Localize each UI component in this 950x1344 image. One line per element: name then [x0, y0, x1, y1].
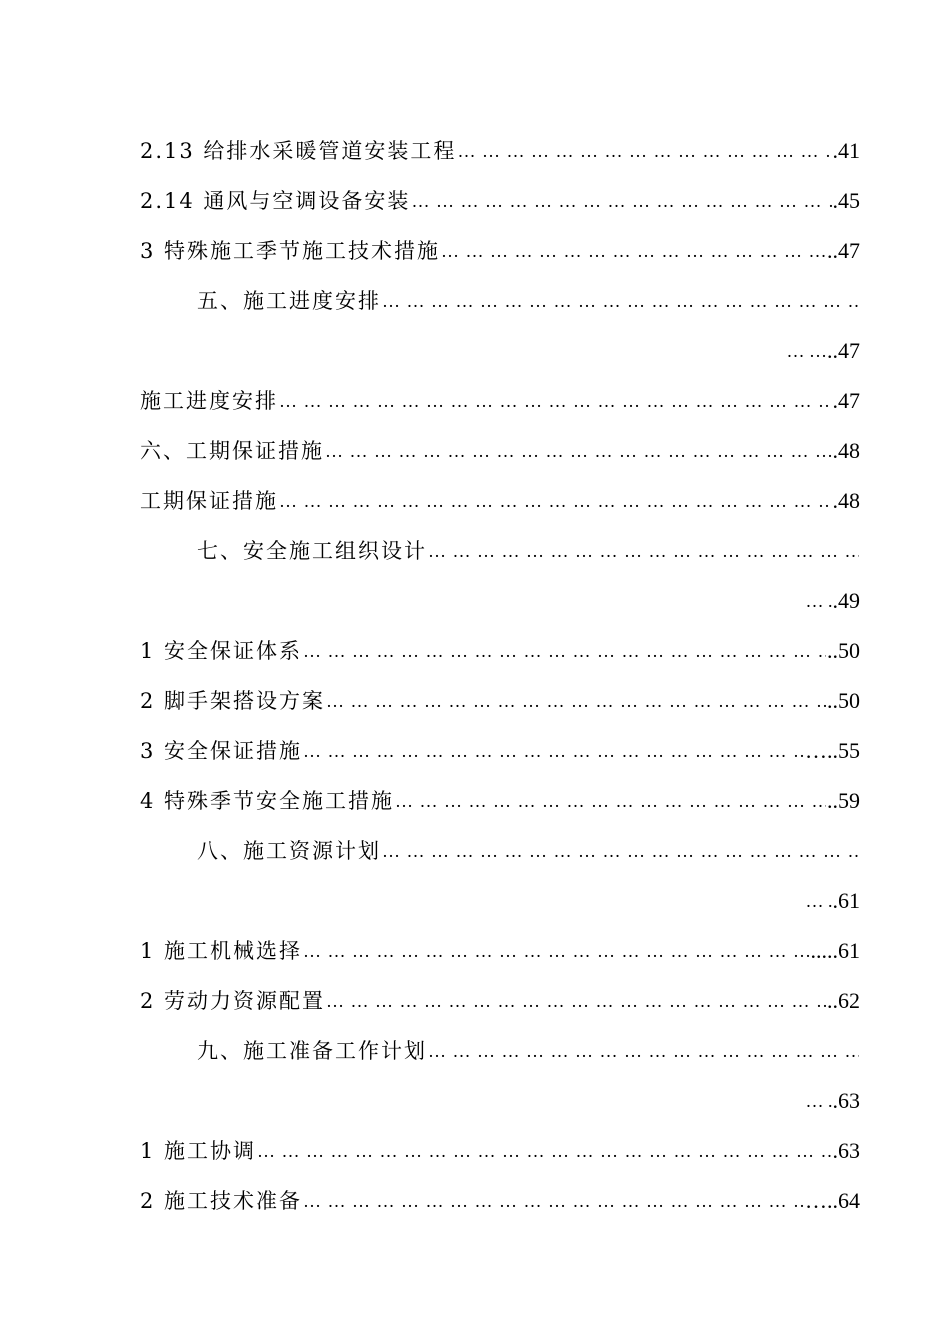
- toc-entry-page: .61: [832, 888, 860, 913]
- toc-entry-page: .63: [832, 1088, 860, 1113]
- toc-leader-dots: [303, 726, 804, 776]
- toc-entry-page: ..59: [827, 788, 860, 813]
- toc-leader-dots: [303, 1176, 804, 1226]
- toc-chapter-page-line[interactable]: [140, 1076, 860, 1126]
- toc-entry[interactable]: [140, 426, 860, 476]
- toc-entry-title: 4 特殊季节安全施工措施: [140, 789, 395, 813]
- toc-entry-title: 2 劳动力资源配置: [140, 989, 326, 1013]
- toc-entry-title: 工期保证措施: [140, 489, 278, 513]
- toc-leader-dots: … .: [805, 1091, 833, 1111]
- toc-entry[interactable]: [140, 126, 860, 176]
- toc-leader-dots: [382, 276, 859, 326]
- toc-leader-dots: [428, 1026, 859, 1076]
- toc-entry-title: 2 施工技术准备: [140, 1189, 303, 1213]
- toc-leader-dots: [428, 526, 859, 576]
- toc-entry[interactable]: [140, 1176, 860, 1226]
- toc-entry-page: .....61: [810, 938, 860, 963]
- toc-chapter-entry[interactable]: [140, 826, 860, 876]
- toc-entry-title: 1 施工机械选择: [140, 939, 303, 963]
- table-of-contents: [140, 126, 860, 1226]
- toc-entry-title: 施工进度安排: [140, 389, 278, 413]
- toc-entry[interactable]: [140, 626, 860, 676]
- toc-entry[interactable]: [140, 176, 860, 226]
- toc-entry-title: 2.13 给排水采暖管道安装工程: [140, 139, 457, 163]
- toc-leader-dots: … …: [786, 341, 827, 361]
- toc-entry-page: .48: [832, 438, 860, 463]
- toc-entry-title: 2.14 通风与空调设备安装: [140, 189, 411, 213]
- toc-leader-dots: [257, 1126, 831, 1176]
- toc-leader-dots: [303, 626, 826, 676]
- toc-leader-dots: [326, 976, 826, 1026]
- toc-leader-dots: … .: [805, 891, 833, 911]
- toc-entry-page: ..47: [827, 338, 860, 363]
- toc-chapter-title: 五、施工进度安排: [197, 289, 381, 313]
- toc-entry-page: .41: [832, 138, 860, 163]
- toc-entry-title: 3 安全保证措施: [140, 739, 303, 763]
- toc-chapter-entry[interactable]: [140, 1026, 860, 1076]
- toc-entry-title: 1 安全保证体系: [140, 639, 303, 663]
- toc-entry[interactable]: [140, 376, 860, 426]
- toc-leader-dots: [279, 376, 832, 426]
- toc-entry-page: …..64: [805, 1188, 860, 1213]
- toc-chapter-page-line[interactable]: [140, 876, 860, 926]
- toc-leader-dots: [457, 126, 831, 176]
- toc-chapter-title: 七、安全施工组织设计: [197, 539, 427, 563]
- toc-entry[interactable]: [140, 726, 860, 776]
- toc-entry[interactable]: [140, 976, 860, 1026]
- toc-leader-dots: [325, 426, 832, 476]
- toc-entry-page: …..55: [805, 738, 860, 763]
- toc-entry-page: ..50: [827, 688, 860, 713]
- toc-entry-title: 六、工期保证措施: [140, 439, 324, 463]
- toc-chapter-page-line[interactable]: [140, 576, 860, 626]
- toc-chapter-page-line[interactable]: [140, 326, 860, 376]
- toc-entry-page: ..50: [827, 638, 860, 663]
- toc-entry[interactable]: [140, 226, 860, 276]
- toc-entry[interactable]: [140, 676, 860, 726]
- toc-entry-page: ..47: [827, 238, 860, 263]
- toc-entry-title: 1 施工协调: [140, 1139, 257, 1163]
- toc-chapter-title: 八、施工资源计划: [197, 839, 381, 863]
- toc-entry-page: ..62: [827, 988, 860, 1013]
- toc-chapter-entry[interactable]: [140, 526, 860, 576]
- toc-entry-page: .63: [832, 1138, 860, 1163]
- toc-chapter-title: 九、施工准备工作计划: [197, 1039, 427, 1063]
- toc-entry[interactable]: [140, 776, 860, 826]
- toc-entry[interactable]: [140, 926, 860, 976]
- toc-entry[interactable]: [140, 476, 860, 526]
- toc-leader-dots: [411, 176, 831, 226]
- toc-leader-dots: [303, 926, 809, 976]
- toc-entry-title: 2 脚手架搭设方案: [140, 689, 326, 713]
- toc-leader-dots: [382, 826, 859, 876]
- toc-leader-dots: [395, 776, 826, 826]
- toc-leader-dots: … .: [805, 591, 833, 611]
- toc-entry-page: .48: [832, 488, 860, 513]
- toc-entry-page: .47: [832, 388, 860, 413]
- toc-entry-page: .45: [832, 188, 860, 213]
- toc-leader-dots: [326, 676, 826, 726]
- toc-chapter-entry[interactable]: [140, 276, 860, 326]
- toc-entry-title: 3 特殊施工季节施工技术措施: [140, 239, 441, 263]
- toc-leader-dots: [441, 226, 826, 276]
- toc-leader-dots: [279, 476, 832, 526]
- toc-entry[interactable]: [140, 1126, 860, 1176]
- toc-entry-page: .49: [832, 588, 860, 613]
